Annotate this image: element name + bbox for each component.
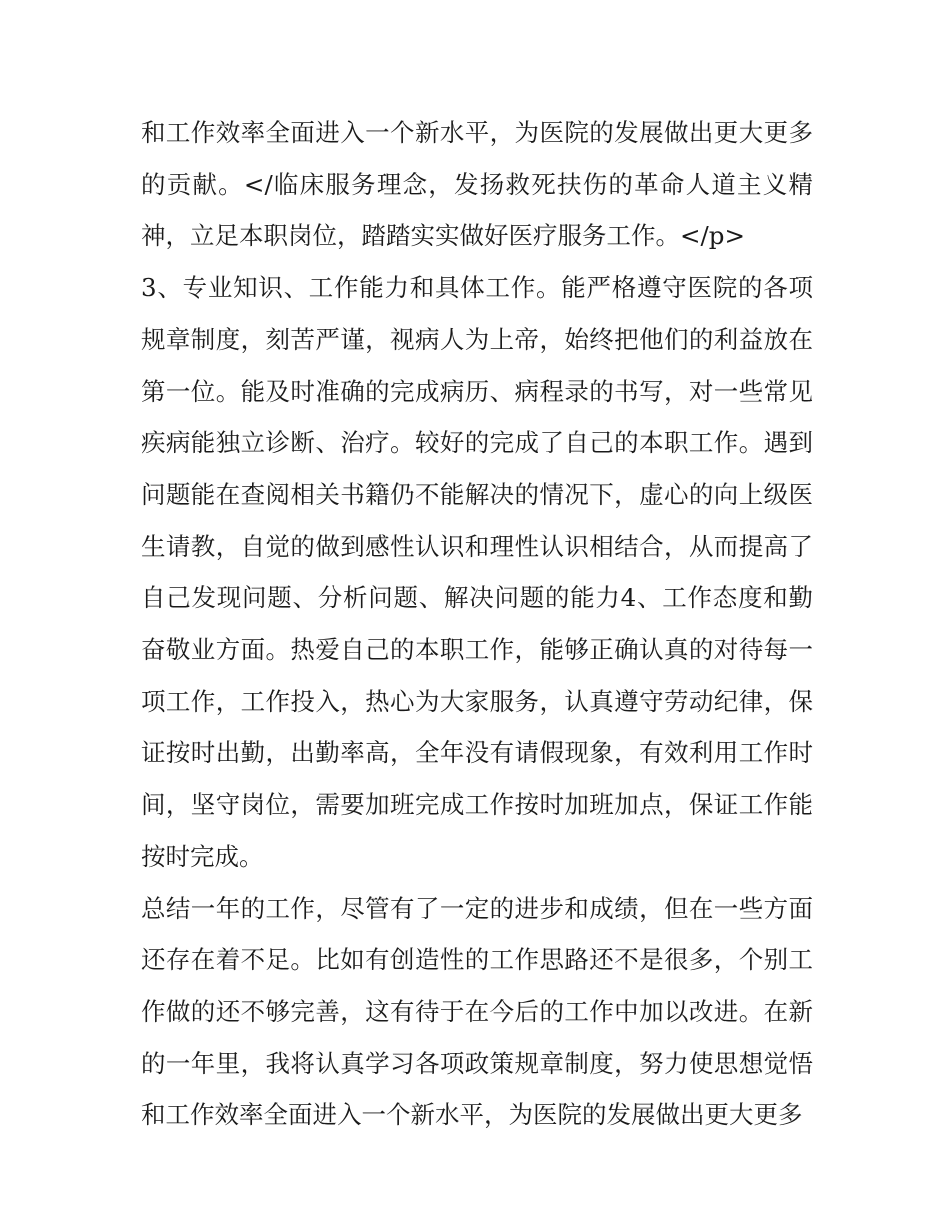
paragraph-3: 总结一年的工作，尽管有了一定的进步和成绩，但在一些方面还存在着不足。比如有创造性的工作思路还不是很多，个别工作做的还不够完善，这有待于在今后的工作中加以改进。在新的一年里，我将认真学习各项政策规章制度，努力使思想觉悟和工作效率全面进入一个新水平，为医院的发展做出更大更多 xyxy=(141,893,813,1130)
paragraph-2: 3、专业知识、工作能力和具体工作。能严格遵守医院的各项规章制度，刻苦严谨，视病人为上帝，始终把他们的利益放在第一位。能及时准确的完成病历、病程录的书写，对一些常见疾病能独立诊断、治疗。较好的完成了自己的本职工作。遇到问题能在查阅相关书籍仍不能解决的情况下，虚心的向上级医生请教，自觉的做到感性认识和理性认识相结合，从而提高了自己发现问题、分析问题、解决问题的能力4、工作态度和勤奋敬业方面。热爱自己的本职工作，能够正确认真的对待每一项工作，工作投入，热心为大家服务，认真遵守劳动纪律，保证按时出勤，出勤率高，全年没有请假现象，有效利用工作时间，坚守岗位，需要加班完成工作按时加班加点，保证工作能按时完成。 xyxy=(141,273,813,871)
paragraph-1: 和工作效率全面进入一个新水平，为医院的发展做出更大更多的贡献。</临床服务理念，发扬救死扶伤的革命人道主义精神，立足本职岗位，踏踏实实做好医疗服务工作。</p> xyxy=(141,118,813,251)
document-body xyxy=(141,107,813,1141)
